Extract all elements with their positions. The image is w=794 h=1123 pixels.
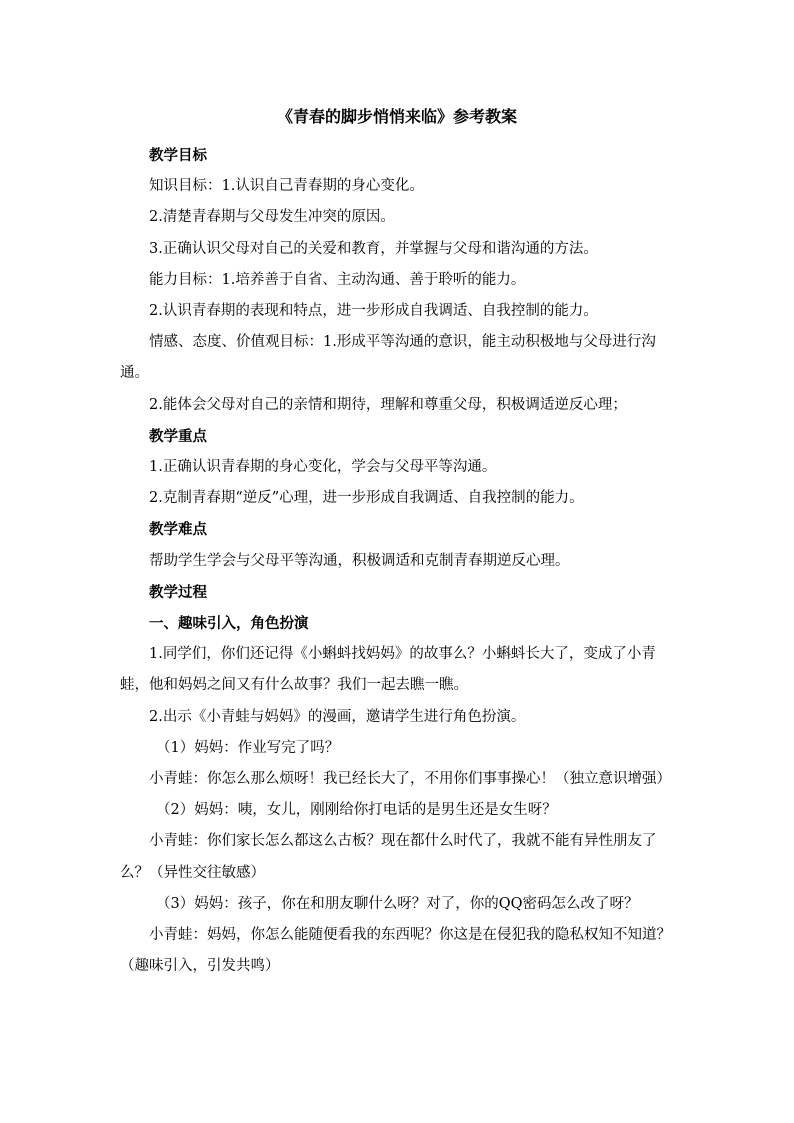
- section-heading: 一、趣味引入，角色扮演: [149, 615, 309, 633]
- section-heading: 教学难点: [149, 521, 207, 539]
- section-heading: 教学过程: [149, 583, 207, 601]
- paragraph: 情感、态度、价值观目标：1.形成平等沟通的意识，能主动积极地与父母进行沟通。: [120, 334, 656, 382]
- paragraph: 2.出示《小青蛙与妈妈》的漫画，邀请学生进行角色扮演。: [149, 708, 526, 725]
- paragraph: 2.克制青春期“逆反”心理，进一步形成自我调适、自我控制的能力。: [149, 490, 584, 507]
- paragraph: 2.认识青春期的表现和特点，进一步形成自我调适、自我控制的能力。: [149, 303, 598, 320]
- section-heading: 教学目标: [149, 147, 207, 164]
- paragraph: 知识目标：1.认识自己青春期的身心变化。: [149, 178, 424, 195]
- section-heading: 教学重点: [149, 427, 207, 445]
- paragraph: 3.正确认识父母对自己的关爱和教育，并掌握与父母和谐沟通的方法。: [149, 240, 598, 257]
- document-body: [120, 140, 674, 982]
- paragraph: 小青蛙：妈妈，你怎么能随便看我的东西呢？你这是在侵犯我的隐私权知不知道？（趣味引入，引发共鸣）: [120, 927, 671, 975]
- document-title: 《青春的脚步悄悄来临》参考教案: [276, 107, 517, 126]
- paragraph: 能力目标：1.培养善于自省、主动沟通、善于聆听的能力。: [149, 271, 526, 288]
- paragraph: 帮助学生学会与父母平等沟通，积极调适和克制青春期逆反心理。: [149, 552, 570, 569]
- paragraph: 小青蛙：你们家长怎么都这么古板？现在都什么时代了，我就不能有异性朋友了么？（异性交往敏感）: [120, 833, 657, 881]
- paragraph: （3）妈妈：孩子，你在和朋友聊什么呀？对了，你的QQ密码怎么改了呀？: [156, 895, 639, 912]
- paragraph: 1.同学们，你们还记得《小蝌蚪找妈妈》的故事么？小蝌蚪长大了，变成了小青蛙，他和妈妈之间又有什么故事？我们一起去瞧一瞧。: [120, 646, 656, 694]
- paragraph: 小青蛙：你怎么那么烦呀！我已经长大了，不用你们事事操心！（独立意识增强）: [149, 771, 671, 788]
- paragraph: 2.能体会父母对自己的亲情和期待，理解和尊重父母，积极调适逆反心理；: [149, 396, 627, 413]
- paragraph: 2.清楚青春期与父母发生冲突的原因。: [149, 209, 395, 226]
- paragraph: 1.正确认识青春期的身心变化，学会与父母平等沟通。: [149, 459, 497, 476]
- paragraph: （2）妈妈：咦，女儿，刚刚给你打电话的是男生还是女生呀？: [156, 802, 557, 819]
- paragraph: （1）妈妈：作业写完了吗？: [156, 739, 340, 756]
